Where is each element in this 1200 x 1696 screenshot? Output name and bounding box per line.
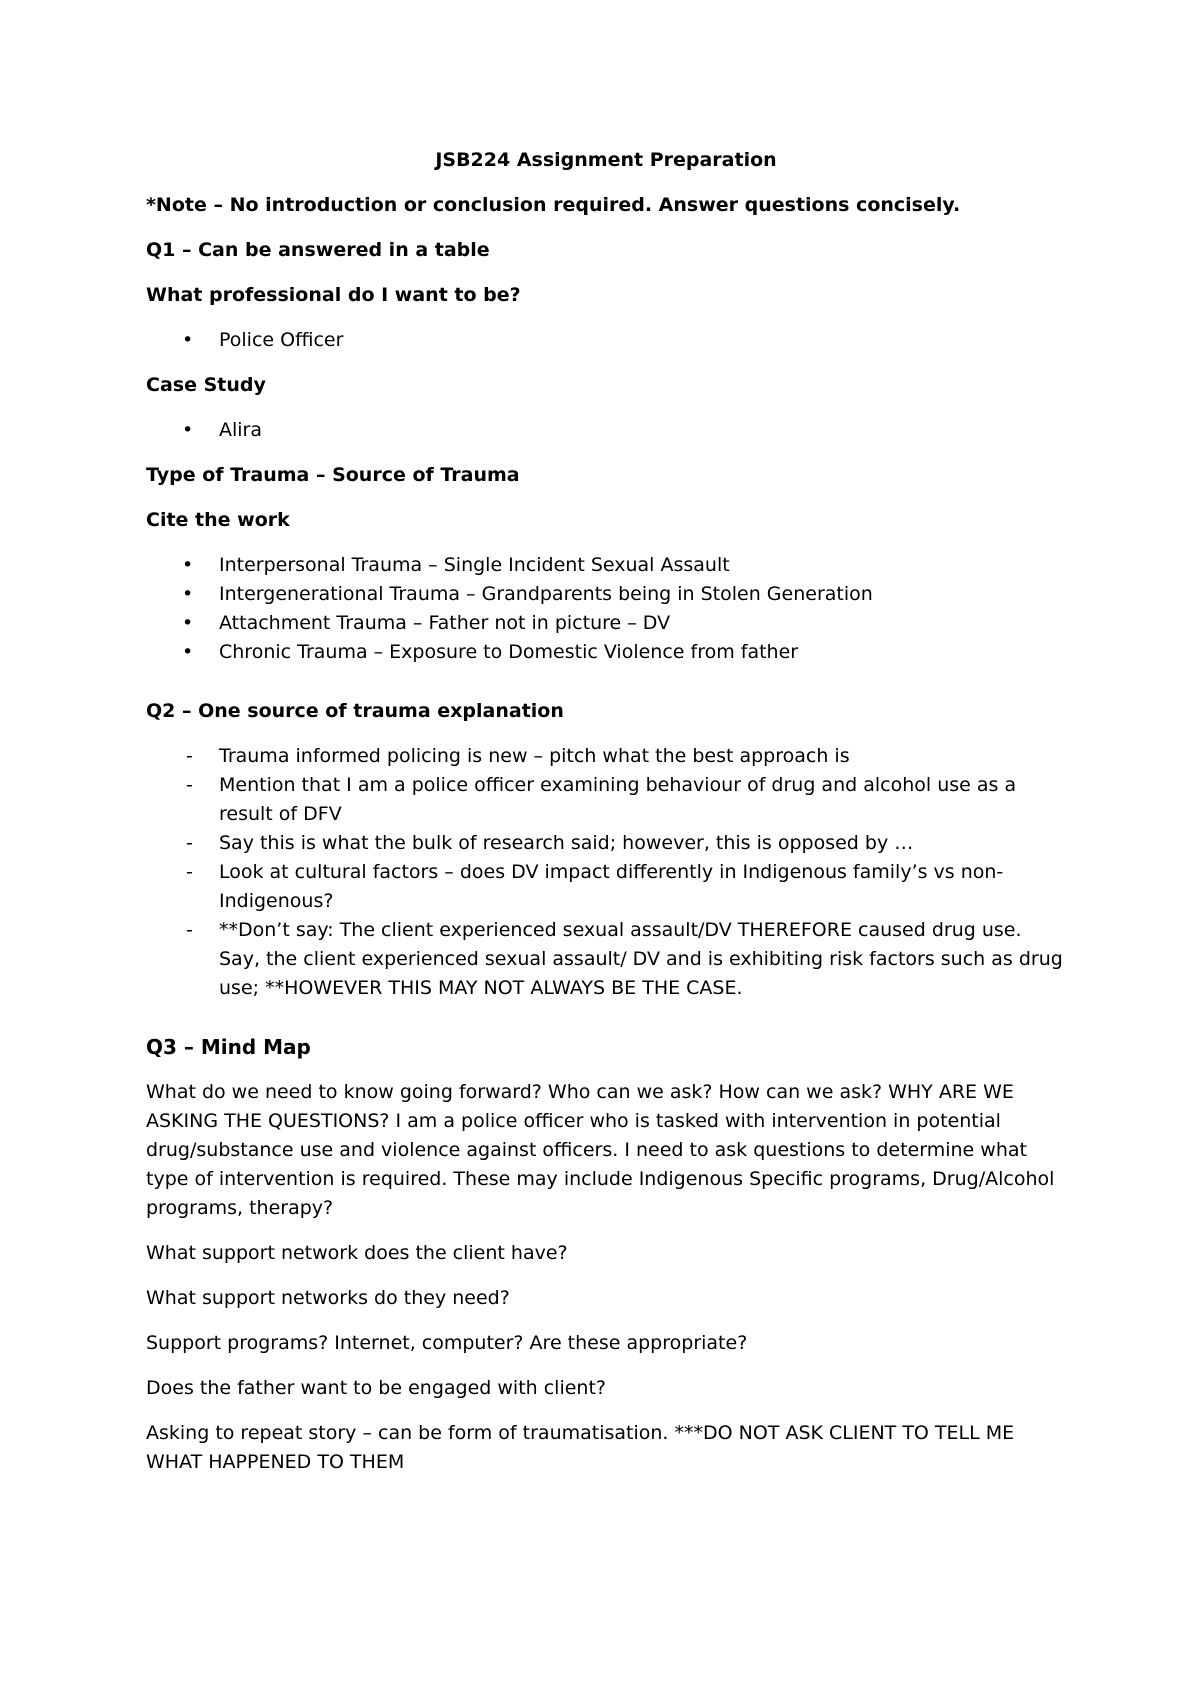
q3-paragraph: Asking to repeat story – can be form of traumatisation. ***DO NOT ASK CLIENT TO TELL ME WHAT HAPPENED TO THEM [146, 1422, 1015, 1473]
list-item: • Attachment Trauma – Father not in picture – DV [146, 609, 1066, 638]
list-item: - Mention that I am a police officer examining behaviour of drug and alcohol use as a result of DFV [146, 771, 1066, 829]
list-item: - Look at cultural factors – does DV impact differently in Indigenous family’s vs non-Indigenous? [146, 858, 1066, 916]
note-line: *Note – No introduction or conclusion required. Answer questions concisely. [146, 194, 961, 216]
cite-heading: Cite the work [146, 509, 290, 531]
case-study-list [146, 416, 1066, 445]
trauma-type-heading: Type of Trauma – Source of Trauma [146, 464, 520, 486]
professional-list [146, 326, 1066, 355]
trauma-list [146, 551, 1066, 667]
case-study-heading: Case Study [146, 374, 266, 396]
list-item: • Interpersonal Trauma – Single Incident Sexual Assault [146, 551, 1066, 580]
spacer [146, 1019, 1066, 1033]
q3-paragraph: Support programs? Internet, computer? Are these appropriate? [146, 1332, 748, 1354]
list-item: • Alira [146, 416, 1066, 445]
q3-heading: Q3 – Mind Map [146, 1035, 311, 1059]
list-item: • Intergenerational Trauma – Grandparents being in Stolen Generation [146, 580, 1066, 609]
document-body [146, 146, 1066, 1493]
list-item: - **Don’t say: The client experienced sexual assault/DV THEREFORE caused drug use. Say, the client experienced sexual assault/ DV and is exhibiting risk factors such as drug use; **HOWEVER THIS MAY NOT ALWAYS BE THE CASE. [146, 916, 1066, 1003]
q3-paragraph: What support networks do they need? [146, 1287, 510, 1309]
q3-paragraph: What do we need to know going forward? Who can we ask? How can we ask? WHY ARE WE ASKING THE QUESTIONS? I am a police officer who is tasked with intervention in potential drug/substance use and violence against officers. I need to ask questions to determine what type of intervention is required. These may include Indigenous Specific programs, Drug/Alcohol programs, therapy? [146, 1081, 1055, 1219]
list-item: • Chronic Trauma – Exposure to Domestic Violence from father [146, 638, 1066, 667]
list-item: • Police Officer [146, 326, 1066, 355]
q2-heading: Q2 – One source of trauma explanation [146, 700, 564, 722]
professional-heading: What professional do I want to be? [146, 284, 521, 306]
q1-heading: Q1 – Can be answered in a table [146, 239, 490, 261]
list-item: - Trauma informed policing is new – pitch what the best approach is [146, 742, 1066, 771]
list-item: - Say this is what the bulk of research said; however, this is opposed by … [146, 829, 1066, 858]
spacer [146, 683, 1066, 697]
document-title: JSB224 Assignment Preparation [435, 149, 777, 171]
q2-list [146, 742, 1066, 1003]
q3-paragraph: What support network does the client have? [146, 1242, 568, 1264]
q3-paragraph: Does the father want to be engaged with client? [146, 1377, 606, 1399]
